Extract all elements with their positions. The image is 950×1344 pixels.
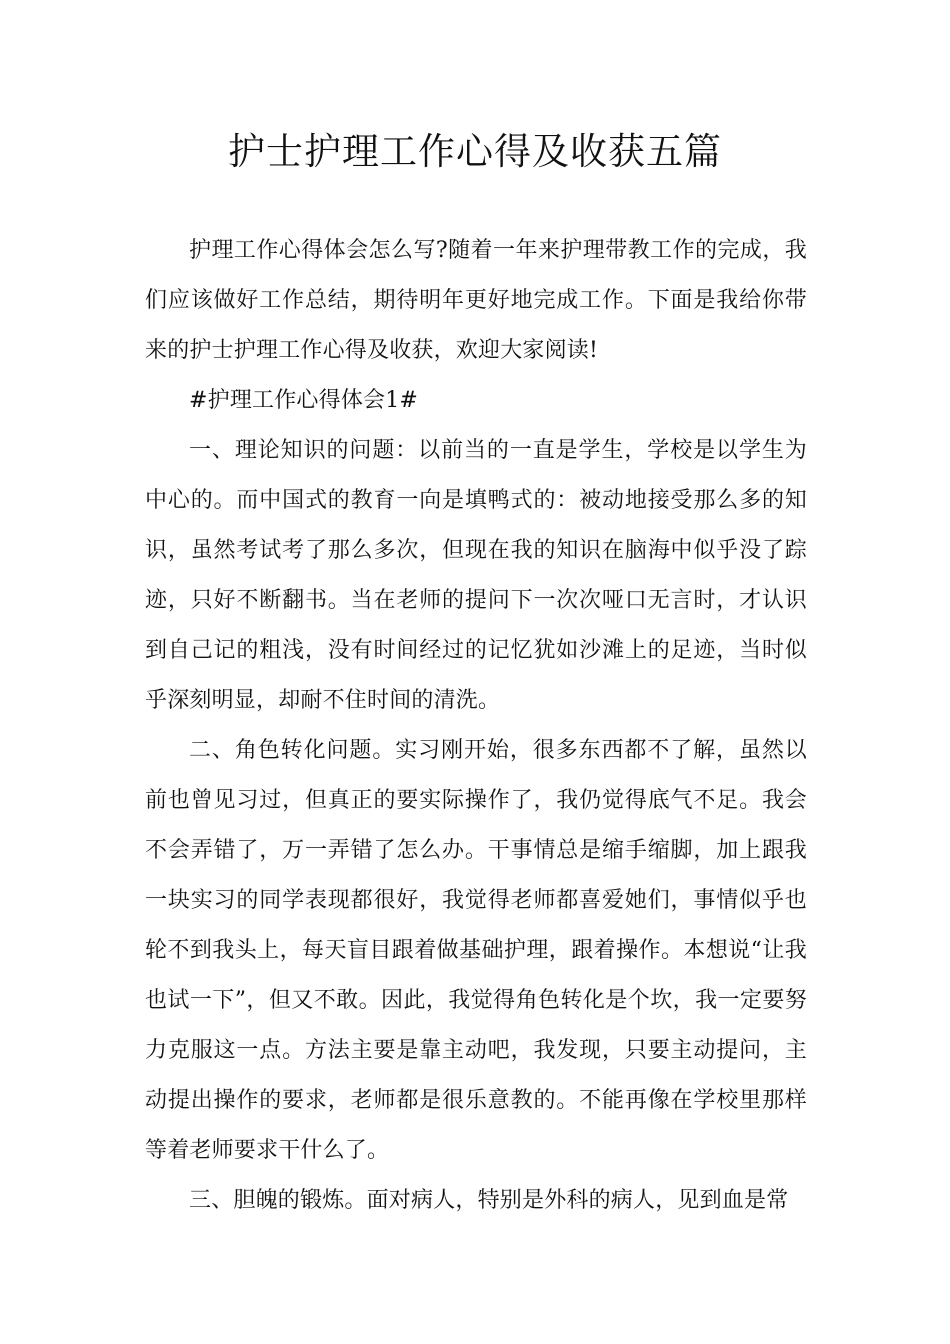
section-heading: #护理工作心得体会1# — [189, 388, 419, 413]
document-title: 护士护理工作心得及收获五篇 — [228, 130, 722, 173]
intro-paragraph: 护理工作心得体会怎么写?随着一年来护理带教工作的完成，我们应该做好工作总结，期待明年更好地完成工作。下面是我给你带来的护士护理工作心得及收获，欢迎大家阅读! — [145, 238, 807, 363]
body-paragraph-3: 三、胆魄的锻炼。面对病人，特别是外科的病人，见到血是常 — [189, 1188, 789, 1213]
document-body — [145, 226, 807, 1226]
body-paragraph-2: 二、角色转化问题。实习刚开始，很多东西都不了解，虽然以前也曾见习过，但真正的要实际操作了，我仍觉得底气不足。我会不会弄错了，万一弄错了怎么办。干事情总是缩手缩脚，加上跟我一块实习的同学表现都很好，我觉得老师都喜爱她们，事情似乎也轮不到我头上，每天盲目跟着做基础护理，跟着操作。本想说“让我也试一下”，但又不敢。因此，我觉得角色转化是个坎，我一定要努力克服这一点。方法主要是靠主动吧，我发现，只要主动提问，主动提出操作的要求，老师都是很乐意教的。不能再像在学校里那样等着老师要求干什么了。 — [145, 738, 807, 1163]
body-paragraph-1: 一、理论知识的问题：以前当的一直是学生，学校是以学生为中心的。而中国式的教育一向是填鸭式的：被动地接受那么多的知识，虽然考试考了那么多次，但现在我的知识在脑海中似乎没了踪迹，只好不断翻书。当在老师的提问下一次次哑口无言时，才认识到自己记的粗浅，没有时间经过的记忆犹如沙滩上的足迹，当时似乎深刻明显，却耐不住时间的清洗。 — [145, 438, 807, 713]
